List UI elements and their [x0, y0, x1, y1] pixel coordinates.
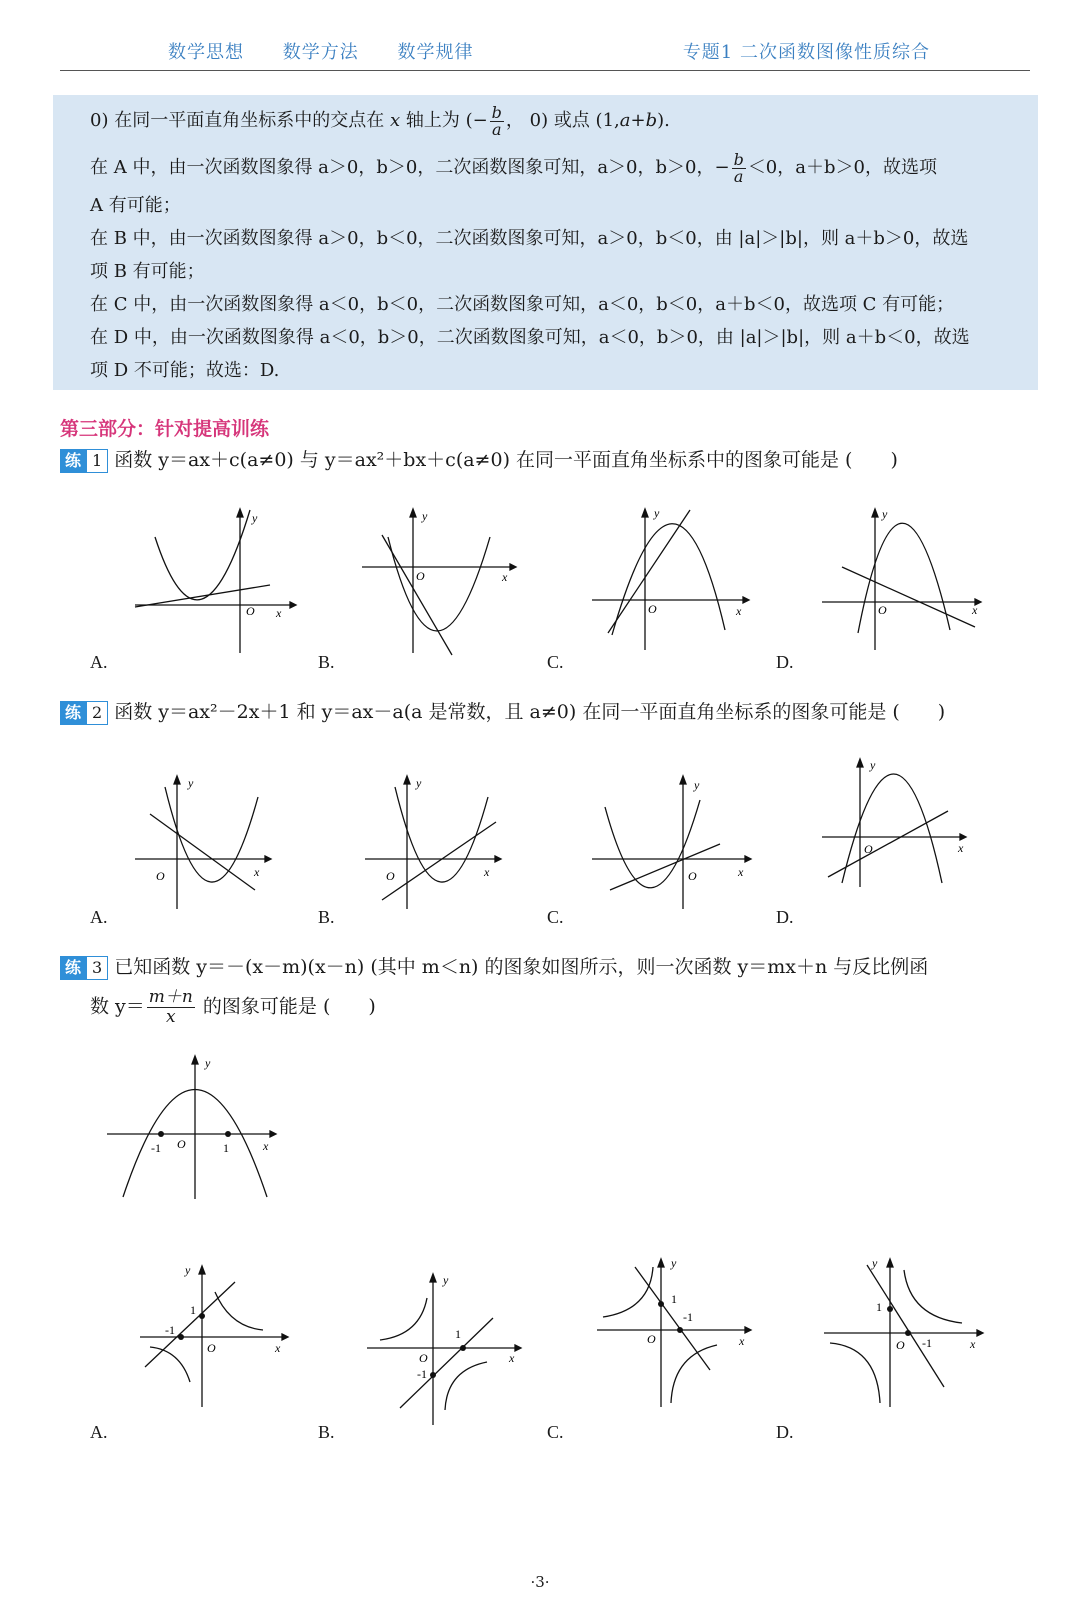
x-axis-label: x	[739, 1334, 745, 1348]
y-axis-label: y	[882, 507, 888, 521]
origin-label: O	[386, 869, 395, 883]
option-a-label[interactable]: A.	[90, 907, 108, 927]
tick-label-neg1: -1	[165, 1323, 175, 1337]
origin-label: O	[246, 604, 255, 618]
y-axis-label: y	[654, 506, 660, 520]
option-c-label[interactable]: C.	[547, 1422, 564, 1442]
y-axis-label: y	[416, 776, 422, 790]
tick-label-1: 1	[876, 1300, 882, 1314]
header-nav-item: 数学规律	[397, 42, 474, 63]
section-title: 第三部分：针对提高训练	[60, 418, 270, 440]
solution-text: (−	[465, 110, 488, 131]
exercise-text: 的图象可能是 ( )	[202, 995, 376, 1018]
origin-label: O	[648, 602, 657, 616]
ex2-graph-c	[590, 772, 755, 912]
x-axis-label: x	[484, 865, 490, 879]
y-axis-label: y	[422, 509, 428, 523]
option-c-label[interactable]: C.	[547, 907, 564, 927]
ex3-graph-d	[822, 1255, 987, 1410]
tick-label-neg1: -1	[922, 1336, 932, 1350]
solution-line: 在 B 中，由一次函数图象得 a＞0，b＜0，二次函数图象可知，a＞0，b＜0，由 |a|＞|b|，则 a＋b＞0，故选	[90, 228, 969, 249]
exercise-text: 函数 y＝ax＋c(a≠0) 与 y＝ax²＋bx＋c(a≠0) 在同一平面直角坐标系中的图象可能是 ( )	[114, 449, 898, 471]
solution-var: x	[389, 110, 401, 131]
page-header	[60, 38, 1030, 74]
solution-var: a+b	[619, 110, 658, 131]
ex1-graph-b	[360, 505, 520, 655]
ex3-reference-graph	[105, 1052, 280, 1202]
x-axis-label: x	[263, 1139, 269, 1153]
x-axis-label: x	[509, 1351, 515, 1365]
solution-box	[53, 95, 1038, 390]
ex2-graph-d	[820, 755, 980, 895]
y-axis-label: y	[872, 1256, 878, 1270]
origin-label: O	[864, 842, 873, 856]
header-rule	[60, 70, 1030, 71]
option-d-label[interactable]: D.	[776, 907, 794, 927]
option-a-label[interactable]: A.	[90, 652, 108, 672]
exercise-badge	[60, 449, 108, 473]
x-axis-label: x	[958, 841, 964, 855]
fraction-denominator: a	[492, 119, 502, 139]
fraction-numerator: b	[491, 102, 502, 122]
exercise-1-prompt	[60, 445, 898, 473]
y-axis-label: y	[870, 758, 876, 772]
exercise-3-prompt	[60, 952, 928, 980]
exercise-text: 已知函数 y＝－(x－m)(x－n) (其中 m＜n) 的图象如图所示，则一次函数 y＝mx＋n 与反比例函	[114, 956, 929, 978]
origin-label: O	[896, 1338, 905, 1352]
fraction-numerator: b	[733, 149, 744, 169]
origin-label: O	[688, 869, 697, 883]
ex3-graph-c	[595, 1255, 755, 1410]
tick-label-neg1: -1	[151, 1141, 161, 1155]
fraction-b-over-a	[490, 102, 504, 139]
y-axis-label: y	[205, 1056, 211, 1070]
fraction-mn-over-x	[147, 988, 195, 1027]
y-axis-label: y	[671, 1256, 677, 1270]
ex3-graph-a	[135, 1262, 295, 1412]
origin-label: O	[419, 1351, 428, 1365]
option-b-label[interactable]: B.	[318, 1422, 335, 1442]
option-d-label[interactable]: D.	[776, 1422, 794, 1442]
solution-line: 在 D 中，由一次函数图象得 a＜0，b＞0，二次函数图象可知，a＜0，b＞0，由 |a|＞|b|，则 a＋b＜0，故选	[90, 327, 970, 348]
tick-label-neg1: -1	[417, 1367, 427, 1381]
tick-label-neg1: -1	[683, 1310, 693, 1324]
header-nav	[168, 38, 505, 64]
option-b-label[interactable]: B.	[318, 652, 335, 672]
y-axis-label: y	[185, 1263, 191, 1277]
header-topic: 专题1 二次函数图像性质综合	[682, 42, 930, 63]
x-axis-label: x	[502, 570, 508, 584]
badge-number: 3	[86, 956, 108, 980]
badge-label: 练	[60, 701, 86, 725]
header-nav-item: 数学方法	[282, 42, 359, 63]
ex2-graph-b	[360, 772, 510, 912]
origin-label: O	[156, 869, 165, 883]
option-a-label[interactable]: A.	[90, 1422, 108, 1442]
x-axis-label: x	[254, 865, 260, 879]
tick-label-1: 1	[671, 1292, 677, 1306]
option-b-label[interactable]: B.	[318, 907, 335, 927]
origin-label: O	[878, 603, 887, 617]
origin-label: O	[177, 1137, 186, 1151]
badge-number: 2	[86, 701, 108, 725]
tick-label-1: 1	[223, 1141, 229, 1155]
solution-line: 在 C 中，由一次函数图象得 a＜0，b＜0，二次函数图象可知，a＜0，b＜0，a＋b＜0，故选项 C 有可能；	[90, 294, 955, 315]
fraction-numerator: m＋n	[148, 987, 193, 1007]
solution-text: 0) 在同一平面直角坐标系中的交点在	[90, 110, 385, 131]
x-axis-label: x	[276, 606, 282, 620]
badge-label: 练	[60, 956, 86, 980]
x-axis-label: x	[275, 1341, 281, 1355]
option-d-label[interactable]: D.	[776, 652, 794, 672]
fraction-denominator: a	[733, 166, 744, 186]
solution-text: ).	[657, 110, 670, 131]
solution-line: 项 D 不可能；故选：D.	[90, 360, 280, 381]
ex1-graph-a	[130, 505, 295, 655]
solution-text: 轴上为	[405, 110, 460, 131]
y-axis-label: y	[694, 778, 700, 792]
ex3-graph-b	[365, 1270, 525, 1430]
badge-label: 练	[60, 449, 86, 473]
solution-text: ， 0) 或点 (1,	[505, 110, 620, 131]
x-axis-label: x	[972, 603, 978, 617]
tick-label-1: 1	[190, 1303, 196, 1317]
option-c-label[interactable]: C.	[547, 652, 564, 672]
origin-label: O	[207, 1341, 216, 1355]
exercise-badge	[60, 956, 108, 980]
solution-line	[53, 95, 1038, 147]
fraction-b-over-a	[732, 149, 746, 186]
y-axis-label: y	[188, 776, 194, 790]
solution-line: A 有可能；	[90, 195, 181, 216]
x-axis-label: x	[736, 604, 742, 618]
solution-line	[53, 147, 1038, 189]
page-number: ·3·	[530, 1573, 550, 1591]
exercise-3-prompt-line2	[90, 988, 376, 1027]
exercise-text: 数 y＝	[90, 995, 145, 1018]
badge-number: 1	[86, 449, 108, 473]
fraction-denominator: x	[166, 1007, 176, 1027]
origin-label: O	[416, 569, 425, 583]
origin-label: O	[647, 1332, 656, 1346]
y-axis-label: y	[443, 1273, 449, 1287]
x-axis-label: x	[970, 1337, 976, 1351]
solution-text: 在 A 中，由一次函数图象得 a＞0，b＞0，二次函数图象可知，a＞0，b＞0，−	[90, 157, 730, 178]
x-axis-label: x	[738, 865, 744, 879]
y-axis-label: y	[252, 511, 258, 525]
ex1-graph-d	[820, 505, 985, 655]
header-nav-item: 数学思想	[168, 42, 244, 63]
exercise-text: 函数 y＝ax²－2x＋1 和 y＝ax－a(a 是常数，且 a≠0) 在同一平面直角坐标系的图象可能是 ( )	[114, 701, 946, 723]
exercise-2-prompt	[60, 697, 945, 725]
solution-text: ＜0，a＋b＞0，故选项	[747, 157, 937, 178]
exercise-badge	[60, 701, 108, 725]
ex2-graph-a	[130, 772, 280, 912]
ex1-graph-c	[590, 505, 755, 655]
tick-label-1: 1	[455, 1327, 461, 1341]
solution-line: 项 B 有可能；	[90, 261, 205, 282]
